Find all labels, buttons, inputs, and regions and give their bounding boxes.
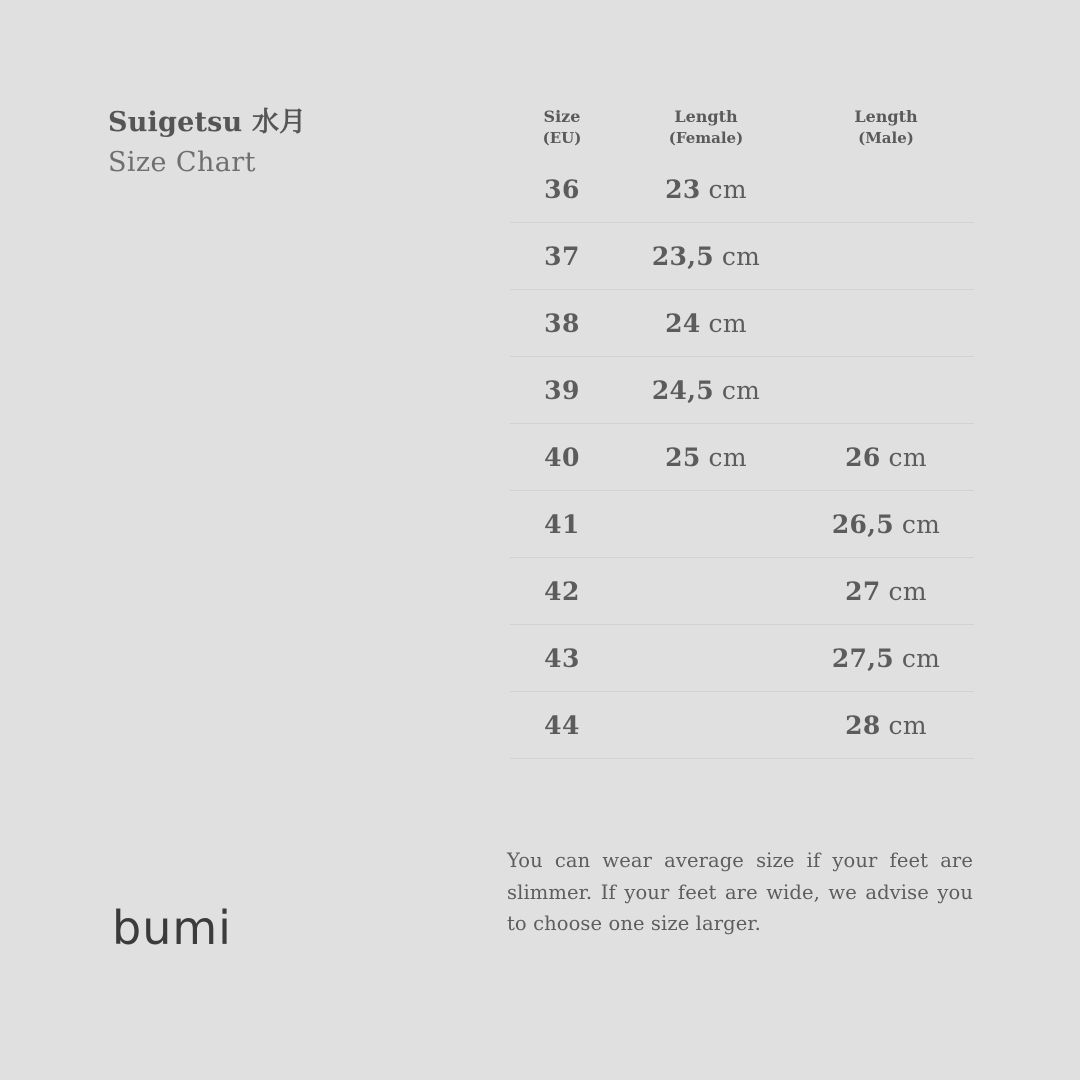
cell-length-male [798, 691, 974, 758]
column-header-size-line1: Size [543, 107, 581, 126]
cell-length-female [614, 356, 798, 423]
cell-length-male [798, 557, 974, 624]
cell-size: 37 [510, 222, 614, 289]
cell-length-female [614, 490, 798, 557]
table-row [510, 490, 974, 557]
cell-length-female-value: 23 [665, 175, 701, 205]
table-row [510, 289, 974, 356]
cell-length-male [798, 490, 974, 557]
cell-length-female-value: 25 [665, 443, 701, 473]
cell-length-male [798, 156, 974, 223]
table-header-row [510, 105, 974, 156]
cell-length-female-value: 24,5 [651, 376, 714, 406]
table-header [510, 105, 974, 156]
cell-length-male [798, 356, 974, 423]
cell-length-male-value: 26,5 [831, 510, 894, 540]
cell-length-male-unit: cm [901, 510, 941, 540]
table-row [510, 557, 974, 624]
size-table [510, 105, 974, 759]
cell-length-female [614, 691, 798, 758]
cell-length-female-unit: cm [721, 242, 761, 272]
column-header-length-female-line1: Length [674, 107, 738, 126]
size-advice-note: You can wear average size if your feet are slimmer. If your feet are wide, we advise you to choose one size larger. [507, 849, 973, 936]
column-header-length-male-line2: (Male) [858, 129, 914, 148]
cell-length-male-value: 27 [845, 577, 881, 607]
cell-size: 39 [510, 356, 614, 423]
table-body [510, 156, 974, 759]
table-row [510, 691, 974, 758]
table-row [510, 624, 974, 691]
page-title: Suigetsu 水月 [108, 107, 307, 138]
cell-length-male-value: 28 [845, 711, 881, 741]
size-table-wrapper [510, 105, 974, 759]
cell-length-female [614, 557, 798, 624]
cell-length-female [614, 156, 798, 223]
cell-length-female-unit: cm [708, 309, 747, 339]
cell-size: 44 [510, 691, 614, 758]
cell-length-female-value: 24 [665, 309, 701, 339]
cell-length-male [798, 423, 974, 490]
cell-length-female-unit: cm [708, 175, 747, 205]
table-row [510, 356, 974, 423]
cell-length-female-unit: cm [708, 443, 747, 473]
table-row [510, 156, 974, 223]
cell-length-male-unit: cm [888, 577, 927, 607]
table-row [510, 423, 974, 490]
cell-length-male-value: 26 [845, 443, 881, 473]
cell-length-male [798, 222, 974, 289]
column-header-length-male-line1: Length [854, 107, 918, 126]
brand-logo [112, 901, 312, 965]
brand-logo-text: bumi [112, 901, 232, 955]
cell-size: 41 [510, 490, 614, 557]
cell-length-male-value: 27,5 [831, 644, 894, 674]
cell-size: 38 [510, 289, 614, 356]
column-header-size-line2: (EU) [542, 129, 582, 148]
cell-size: 40 [510, 423, 614, 490]
cell-length-female [614, 222, 798, 289]
cell-length-male-unit: cm [901, 644, 941, 674]
cell-length-male-unit: cm [888, 443, 927, 473]
column-header-size [510, 105, 614, 156]
header-block [108, 108, 468, 177]
column-header-length-female-line2: (Female) [668, 129, 744, 148]
column-header-length-male [798, 105, 974, 156]
cell-length-male [798, 289, 974, 356]
table-row [510, 222, 974, 289]
cell-length-female [614, 624, 798, 691]
cell-length-male [798, 624, 974, 691]
cell-length-female-unit: cm [721, 376, 761, 406]
column-header-length-female [614, 105, 798, 156]
cell-size: 36 [544, 175, 580, 205]
page-subtitle: Size Chart [108, 146, 256, 178]
cell-length-male-unit: cm [888, 711, 927, 741]
cell-size: 42 [510, 557, 614, 624]
cell-length-female [614, 289, 798, 356]
cell-length-female-value: 23,5 [651, 242, 714, 272]
cell-length-female [614, 423, 798, 490]
cell-size: 43 [510, 624, 614, 691]
